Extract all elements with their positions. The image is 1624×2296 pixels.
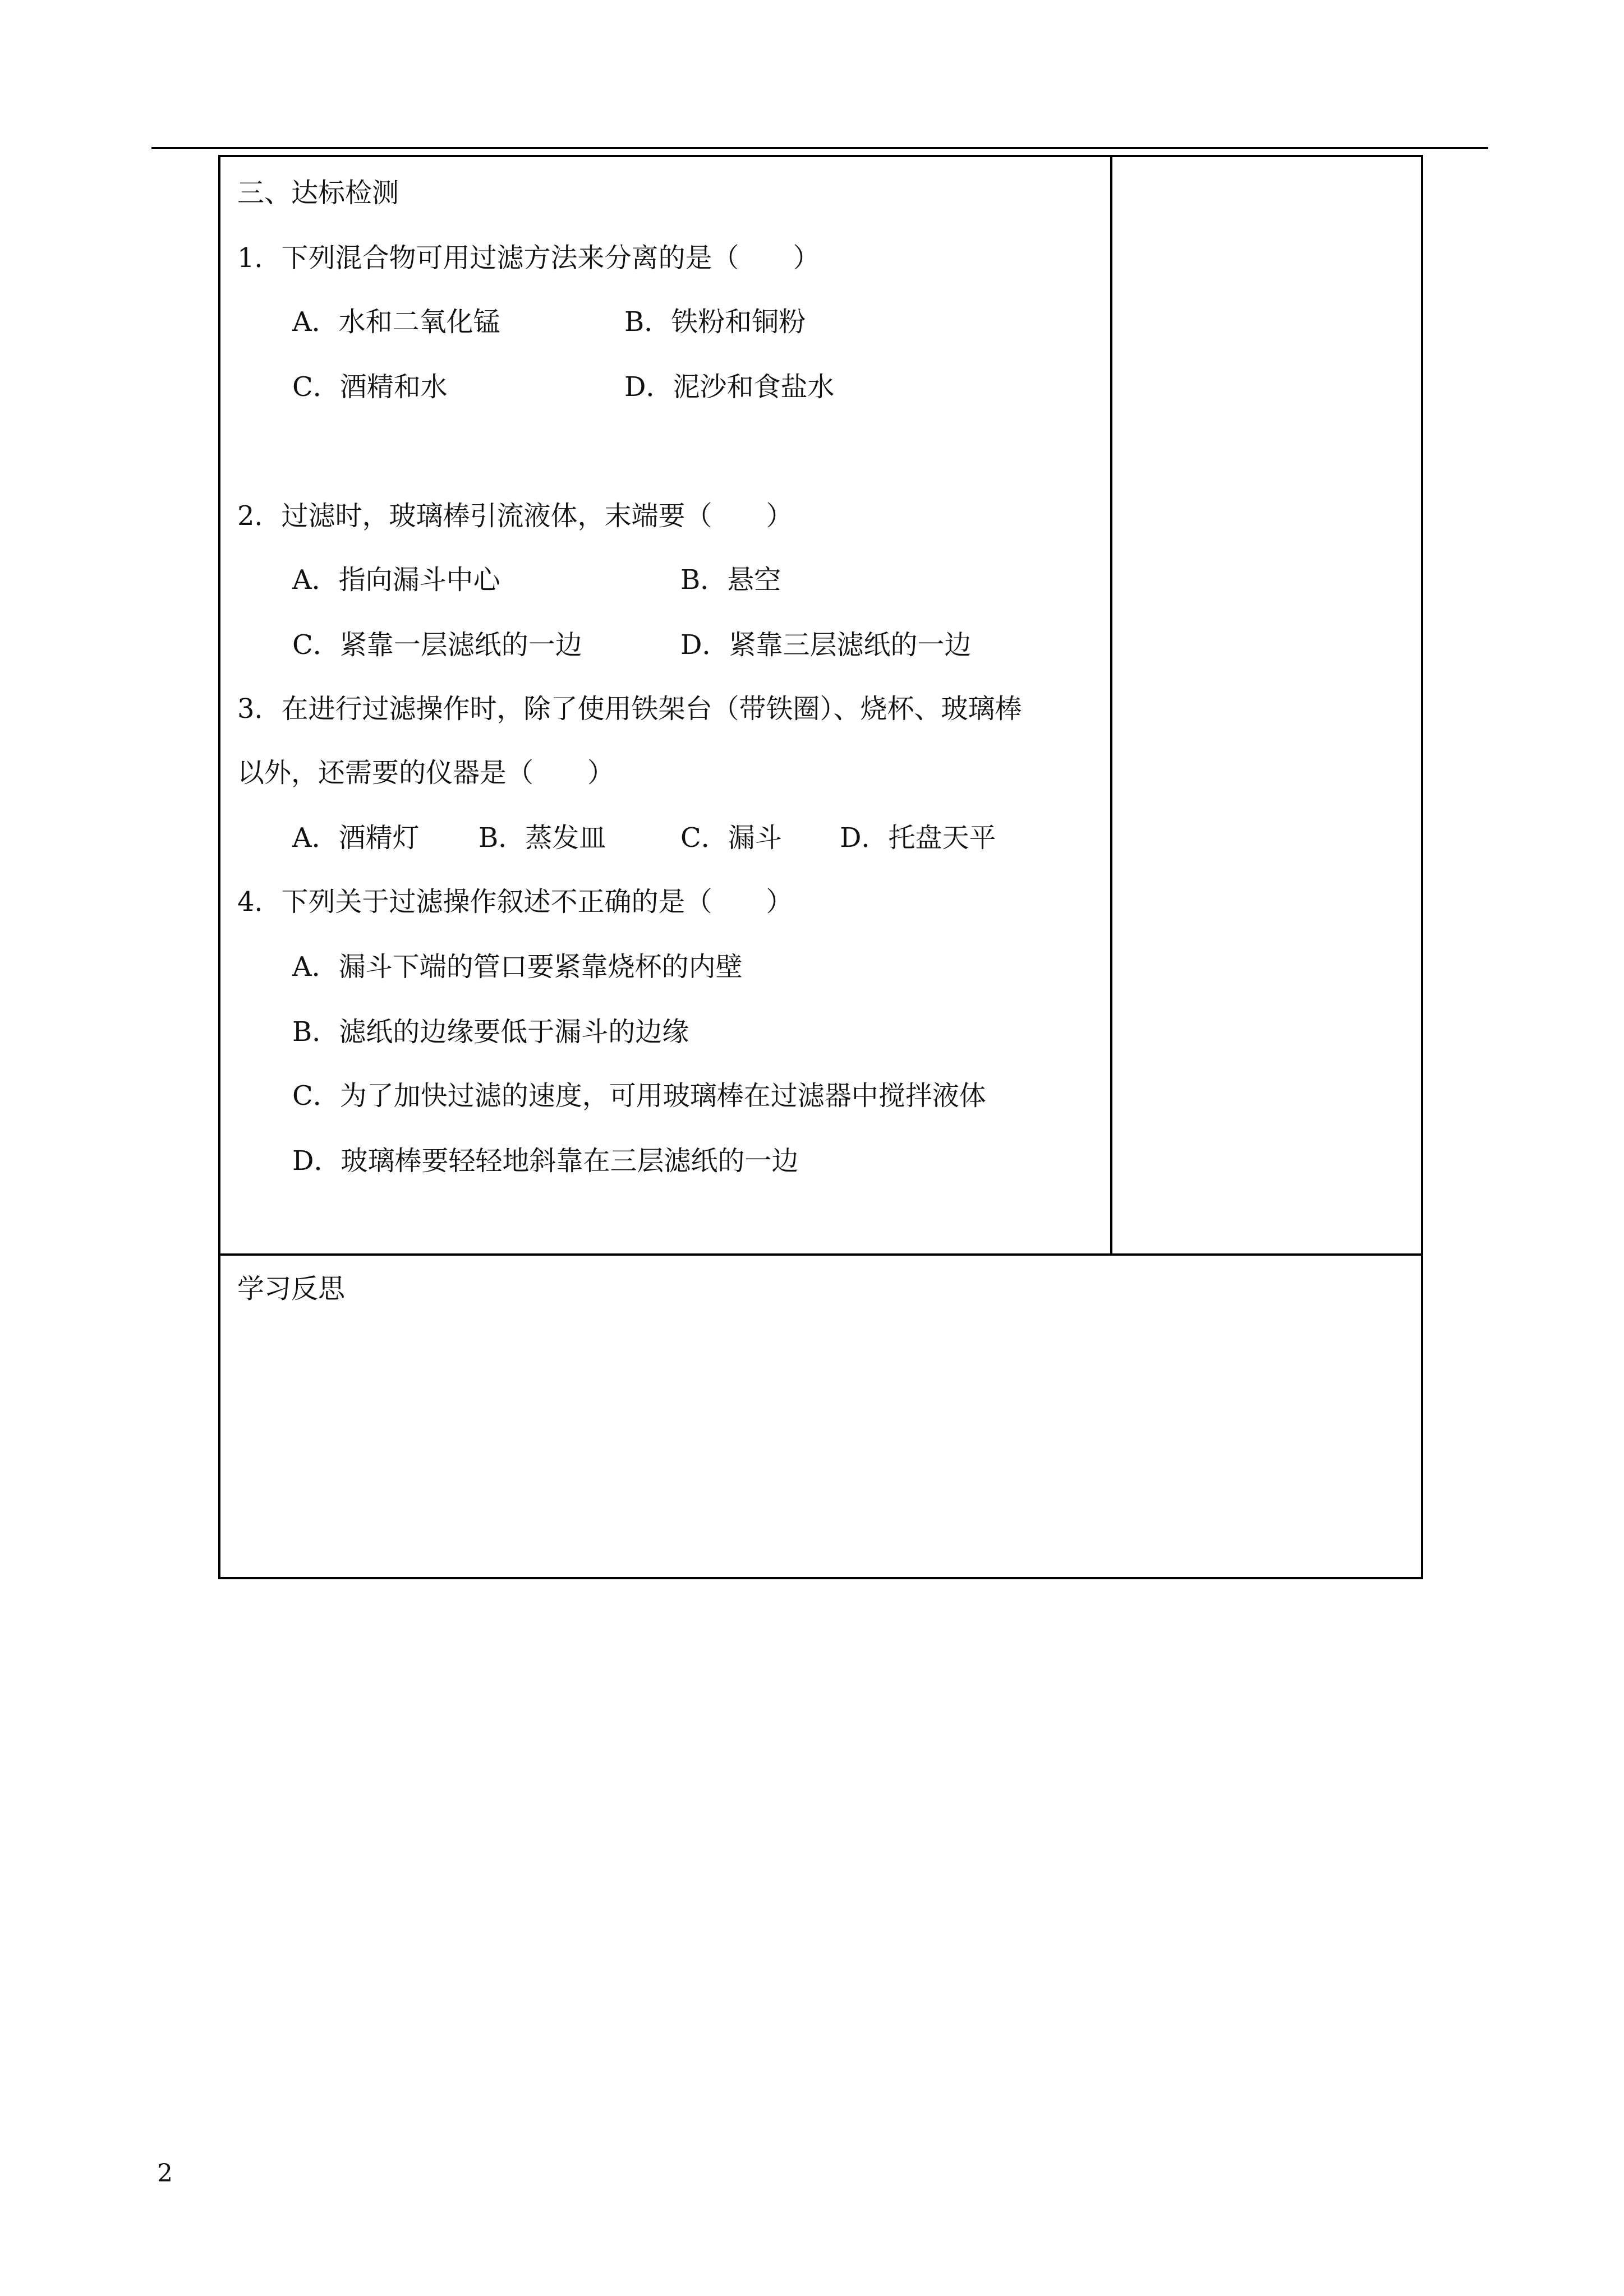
question-2-stem: 2．过滤时，玻璃棒引流液体，末端要（ ）	[237, 500, 793, 532]
question-1-option-b: B．铁粉和铜粉	[624, 306, 806, 338]
question-2-option-d: D．紧靠三层滤纸的一边	[680, 629, 972, 661]
question-2-option-c: C．紧靠一层滤纸的一边	[292, 629, 582, 661]
question-1-option-c: C．酒精和水	[292, 371, 448, 403]
question-3-option-c: C．漏斗	[680, 822, 782, 854]
question-2-option-a: A．指向漏斗中心	[292, 564, 500, 596]
worksheet-table	[218, 155, 1423, 1579]
question-1-option-a: A．水和二氧化锰	[292, 306, 500, 338]
question-2-option-b: B．悬空	[680, 564, 781, 596]
row-divider	[220, 1253, 1421, 1256]
section-title: 三、达标检测	[237, 177, 399, 209]
question-1-stem: 1．下列混合物可用过滤方法来分离的是（ ）	[237, 242, 820, 274]
question-4-option-b: B．滤纸的边缘要低于漏斗的边缘	[292, 1016, 689, 1048]
question-4-option-a: A．漏斗下端的管口要紧靠烧杯的内壁	[292, 951, 743, 983]
question-3-stem-line-1: 3．在进行过滤操作时，除了使用铁架台（带铁圈）、烧杯、玻璃棒	[237, 693, 1022, 725]
question-3-stem-line-2: 以外，还需要的仪器是（ ）	[237, 757, 615, 789]
question-4-option-c: C．为了加快过滤的速度，可用玻璃棒在过滤器中搅拌液体	[292, 1080, 986, 1112]
question-4-option-d: D．玻璃棒要轻轻地斜靠在三层滤纸的一边	[292, 1145, 799, 1177]
question-3-option-b: B．蒸发皿	[479, 822, 606, 854]
header-rule	[151, 147, 1488, 149]
column-divider	[1110, 157, 1112, 1253]
page-number: 2	[157, 2159, 173, 2188]
reflection-title: 学习反思	[237, 1273, 346, 1304]
question-1-option-d: D．泥沙和食盐水	[624, 371, 835, 403]
question-3-option-d: D．托盘天平	[840, 822, 996, 854]
question-3-option-a: A．酒精灯	[292, 822, 420, 854]
question-4-stem: 4．下列关于过滤操作叙述不正确的是（ ）	[237, 886, 793, 918]
